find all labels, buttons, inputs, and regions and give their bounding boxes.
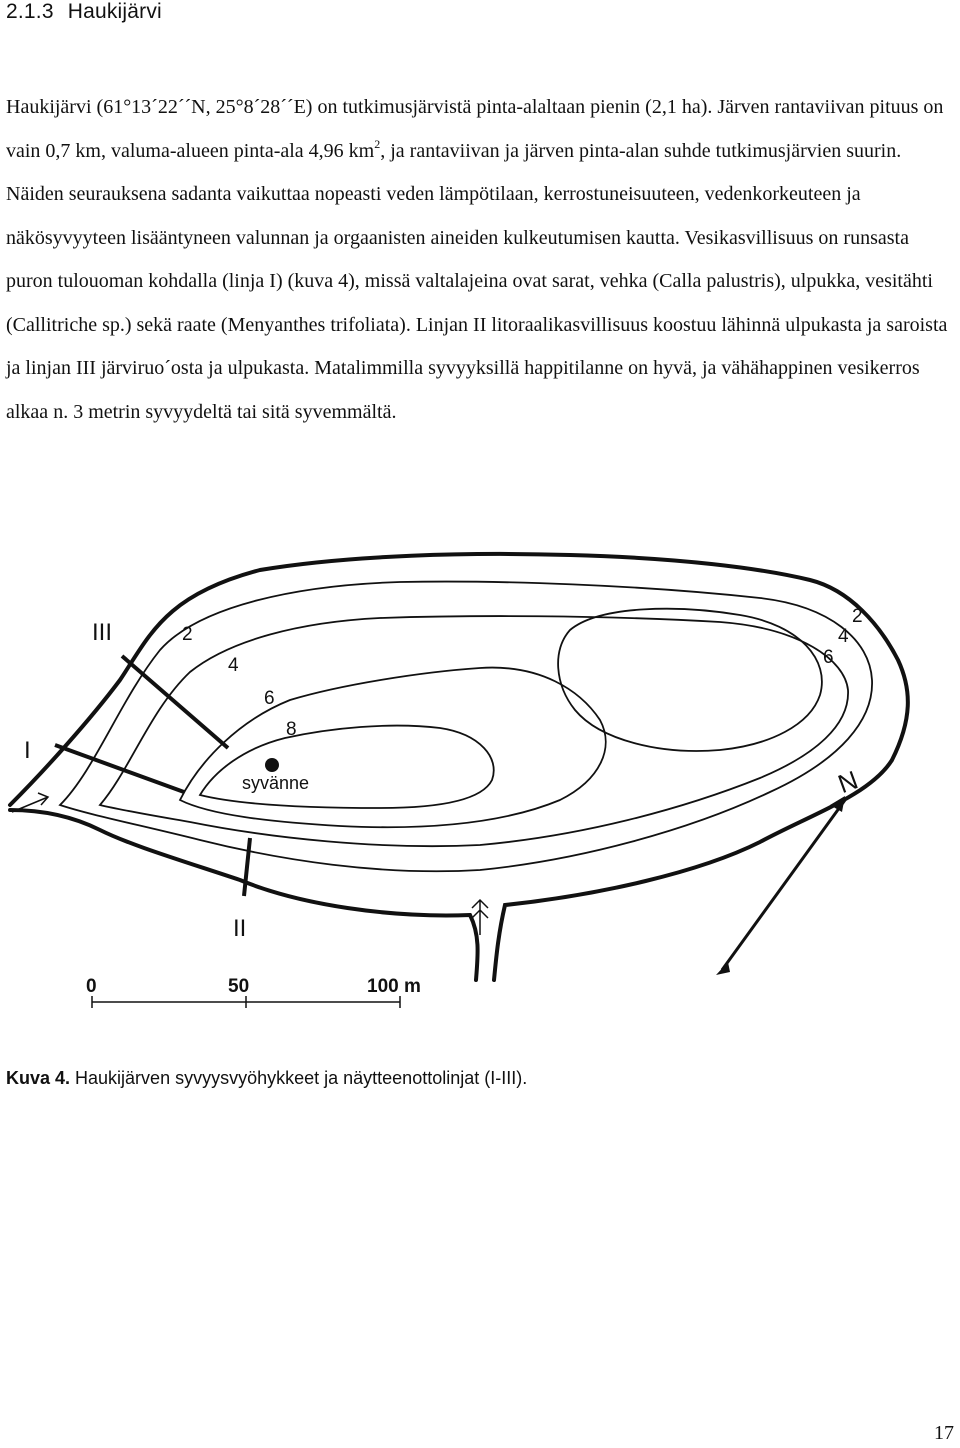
transect-label-ii: II: [233, 915, 247, 942]
scale-label-0: 0: [86, 976, 97, 997]
transect-line-ii: [244, 838, 250, 896]
depth-label-w8: 8: [286, 719, 297, 740]
depth-label-w6: 6: [264, 688, 275, 709]
paragraph-text-2: , ja rantaviivan ja järven pinta-alan suhde tutkimusjärvien suurin. Näiden seurauksena sadanta vaikuttaa nopeasti veden lämpötilaan, kerrostuneisuuteen, vedenkorkeuteen ja näkösyvyyteen lisääntyneen valunnan ja orgaanisten aineiden kulkeutumisen kautta. Vesikasvillisuus on runsasta puron tulouoman kohdalla (linja I) (kuva 4), missä valtalajeina ovat sarat, vehka (Calla palustris), ulpukka, vesitähti (Callitriche sp.) sekä raate (Menyanthes trifoliata). Linjan II litoraalikasvillisuus koostuu lähinnä ulpukasta ja saroista ja linjan III järviruo´osta ja ulpukasta. Matalimmilla syvyyksillä happitilanne on hyvä, ja vähähappinen vesikerros alkaa n. 3 metrin syvyydeltä tai sitä syvemmältä.: [6, 139, 948, 423]
shoreline-path: [10, 554, 908, 980]
scale-label-50: 50: [228, 976, 250, 997]
north-label: N: [833, 764, 862, 800]
section-heading: [6, 0, 162, 24]
body-paragraph: [6, 86, 950, 434]
paragraph-text-1: Haukijärvi (61°13´22´´N, 25°8´28´´E) on tutkimusjärvistä pinta-alaltaan pienin (2,1 ha). Järven rantaviivan pituus on vain 0,7 km, valuma-alueen pinta-ala 4,96 km: [6, 96, 944, 162]
contour-8m: [200, 726, 494, 808]
superscript-2: 2: [374, 136, 381, 151]
contour-east-6m: [558, 609, 822, 751]
map-svg: [0, 545, 960, 1015]
section-title: Haukijärvi: [67, 0, 162, 23]
lake-depth-map: [0, 545, 960, 1015]
caption-label: Kuva 4.: [6, 1068, 71, 1088]
deepest-point-label: syvänne: [242, 773, 310, 793]
caption-text: Haukijärven syvyysvyöhykkeet ja näytteenottolinjat (I-III).: [70, 1068, 528, 1088]
depth-label-e4: 4: [838, 626, 849, 647]
depth-label-e6: 6: [823, 647, 834, 668]
scale-label-100: 100 m: [367, 976, 421, 997]
depth-label-w2: 2: [182, 624, 193, 645]
section-number: 2.1.3: [6, 0, 54, 23]
north-arrow-shaft: [722, 800, 845, 970]
depth-label-w4: 4: [228, 655, 239, 676]
page-number: 17: [934, 1422, 954, 1444]
figure-caption: [6, 1068, 527, 1089]
contour-6m: [180, 668, 606, 828]
north-arrow-tail-icon: [716, 962, 730, 975]
transect-line-iii: [122, 656, 228, 748]
transect-label-i: I: [24, 737, 31, 764]
transect-label-iii: III: [92, 619, 113, 646]
depth-label-e2: 2: [852, 606, 863, 627]
deepest-point-marker: [265, 758, 279, 772]
transect-line-i: [55, 745, 184, 792]
